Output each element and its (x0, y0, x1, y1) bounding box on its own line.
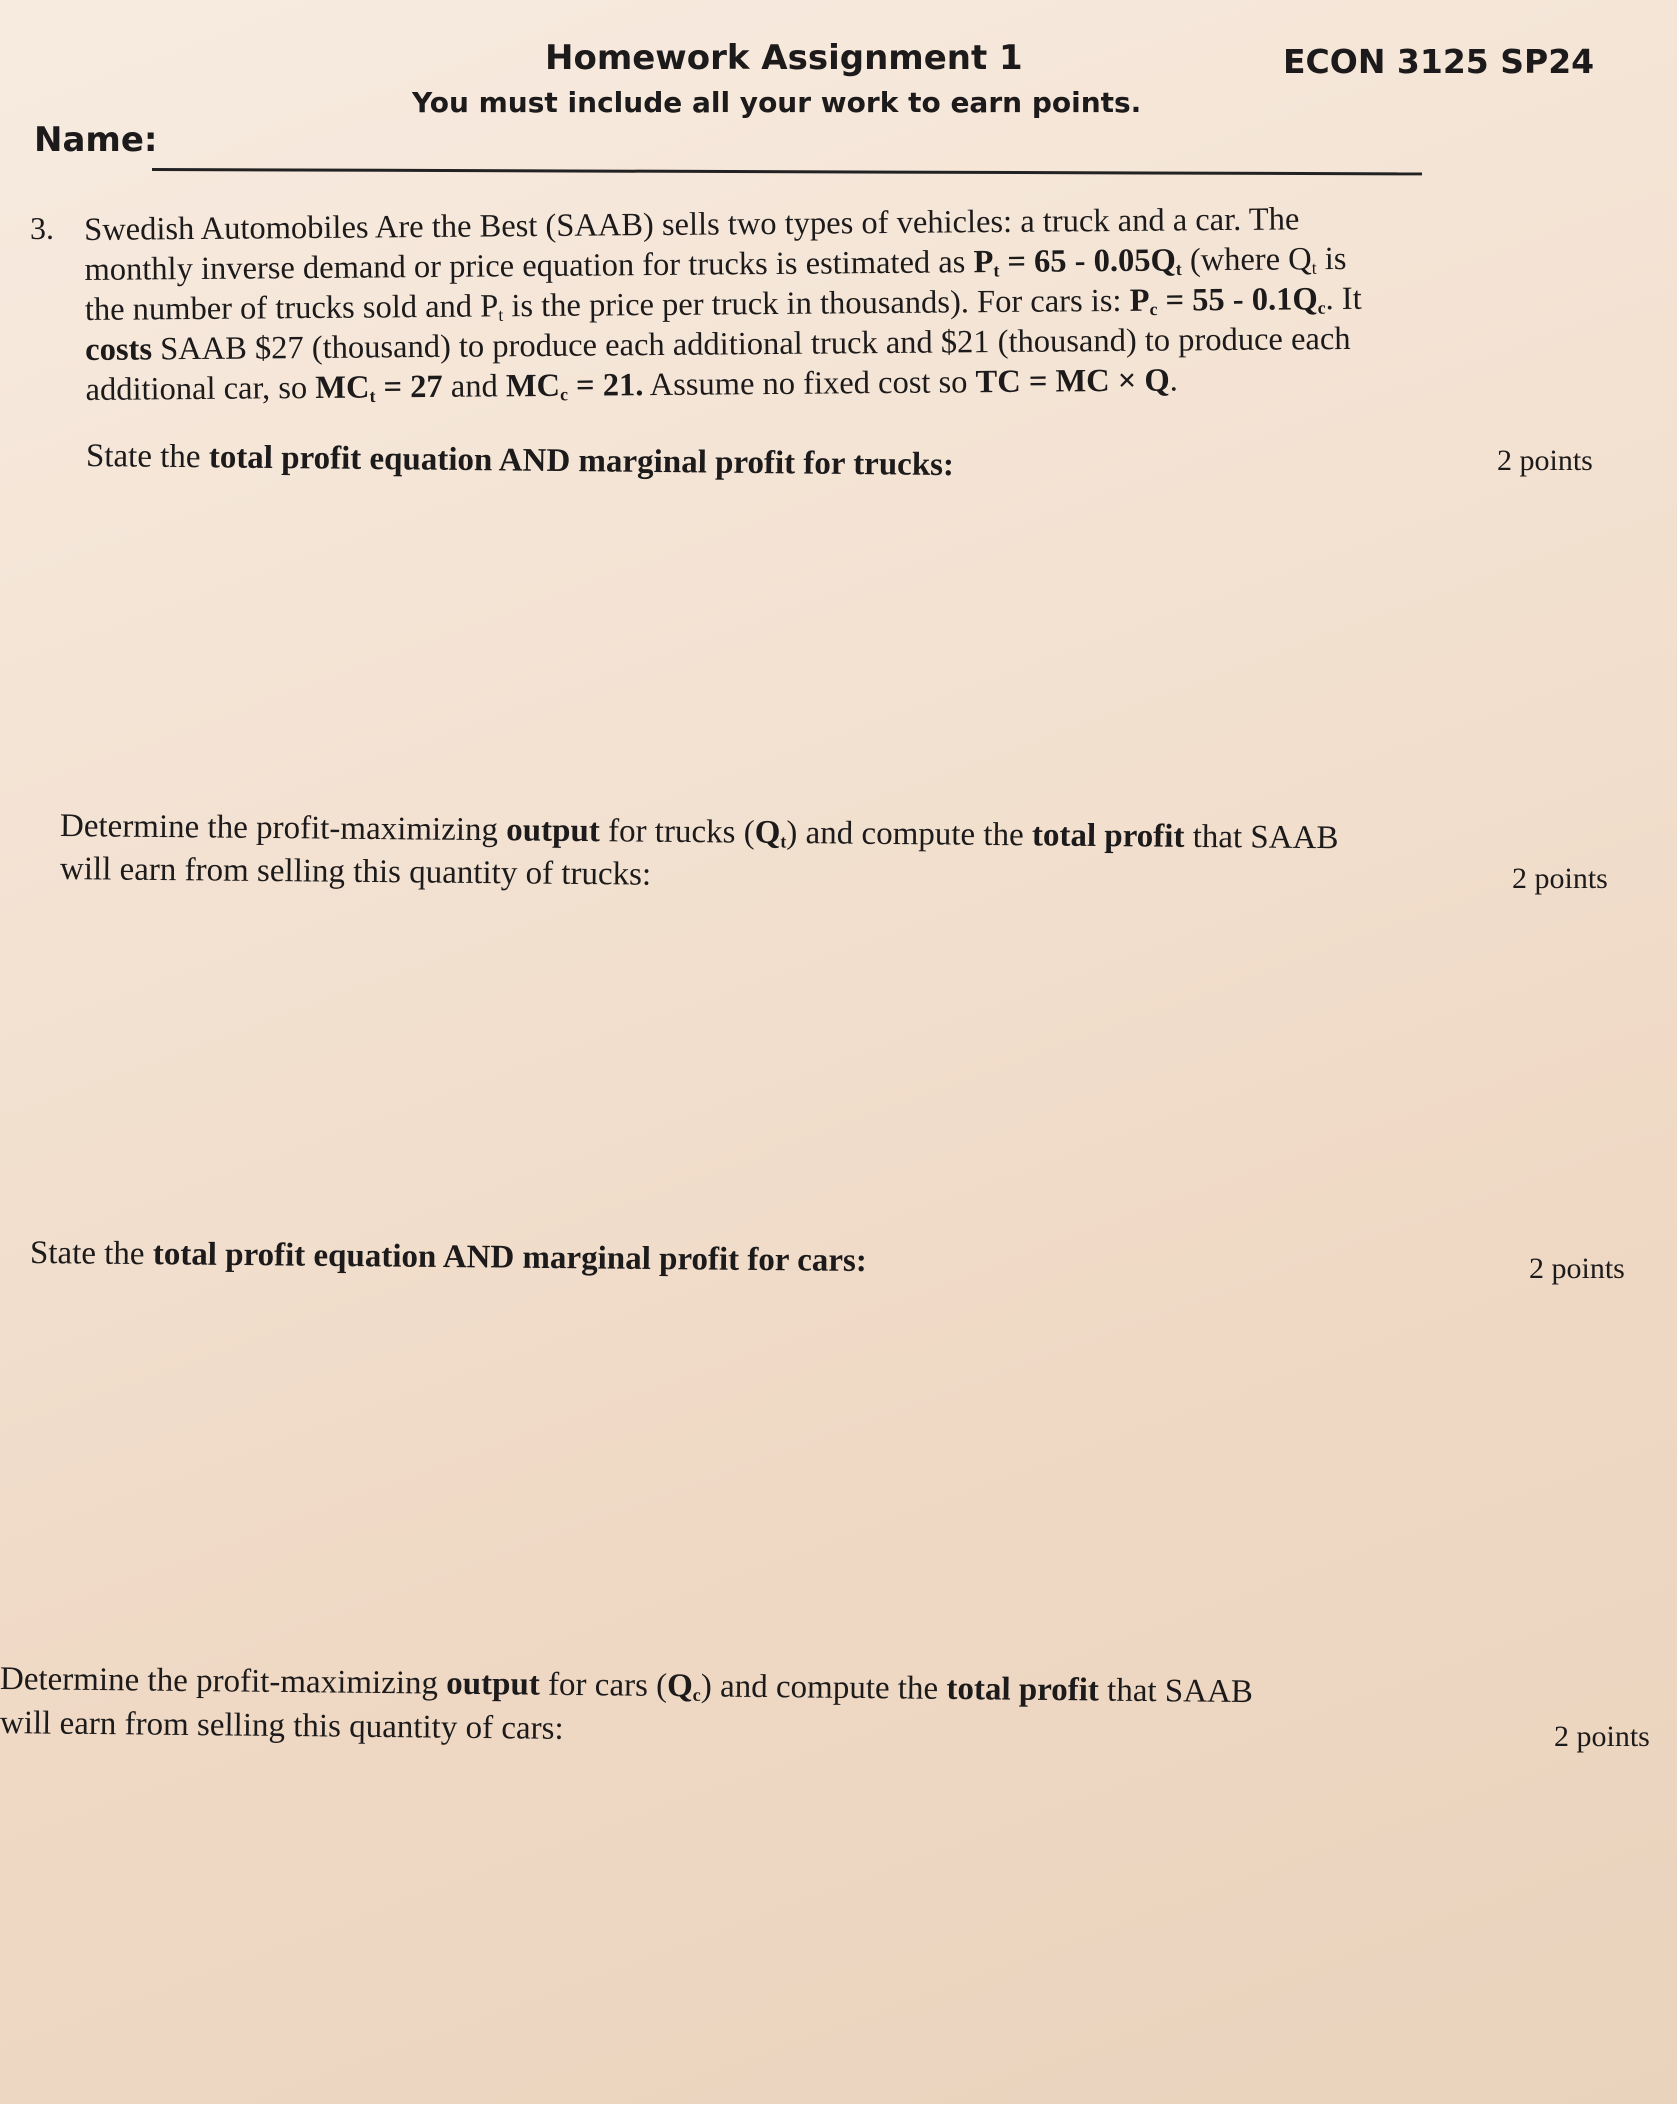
question-number: 3. (30, 210, 54, 246)
question-line-5: additional car, so $MC_t = 27$ and $MC_c = 21$. Assume no fixed cost so TC = MC × Q. (85, 362, 1178, 408)
part-4-prompt-line-2: will earn from selling this quantity of cars: (0, 1705, 564, 1747)
name-label: Name: (34, 120, 158, 160)
part-4-points: 2 points (1554, 1720, 1650, 1753)
question-line-4: costs SAAB $27 (thousand) to produce each additional truck and $21 (thousand) to produce each (85, 320, 1351, 368)
part-4-prompt: Determine the profit-maximizing output for cars $(Q_c)$ and compute the total profit that SAAB (0, 1661, 1254, 1711)
part-3-prompt: State the total profit equation AND marginal profit for cars: (29, 1235, 867, 1280)
part-3-points: 2 points (1529, 1252, 1625, 1285)
instruction-text: You must include all your work to earn points. (412, 86, 1142, 119)
question-line-1: Swedish Automobiles Are the Best (SAAB) sells two types of vehicles: a truck and a car. The (84, 201, 1300, 248)
course-code: ECON 3125 SP24 (1283, 42, 1595, 81)
part-2-prompt: Determine the profit-maximizing output for trucks $(Q_t)$ and compute the total profit that SAAB (59, 808, 1339, 857)
part-1-points: 2 points (1497, 444, 1593, 477)
part-2-prompt-line-2: will earn from selling this quantity of trucks: (59, 851, 652, 893)
assignment-title: Homework Assignment 1 (545, 38, 1023, 78)
question-text (84, 197, 1616, 410)
question-line-3: the number of trucks sold and $P_t$ is the price per truck in thousands). For cars is: $P_c = 55 - 0.1Q_c$. It (84, 280, 1362, 328)
part-2-points: 2 points (1512, 862, 1608, 895)
name-field-line (152, 168, 1422, 175)
part-1-prompt: State the total profit equation AND marginal profit for trucks: (85, 438, 955, 484)
question-line-2: monthly inverse demand or price equation for trucks is estimated as $P_t = 65 - 0.05Q_t$ (where $Q_t$ is (84, 240, 1347, 288)
